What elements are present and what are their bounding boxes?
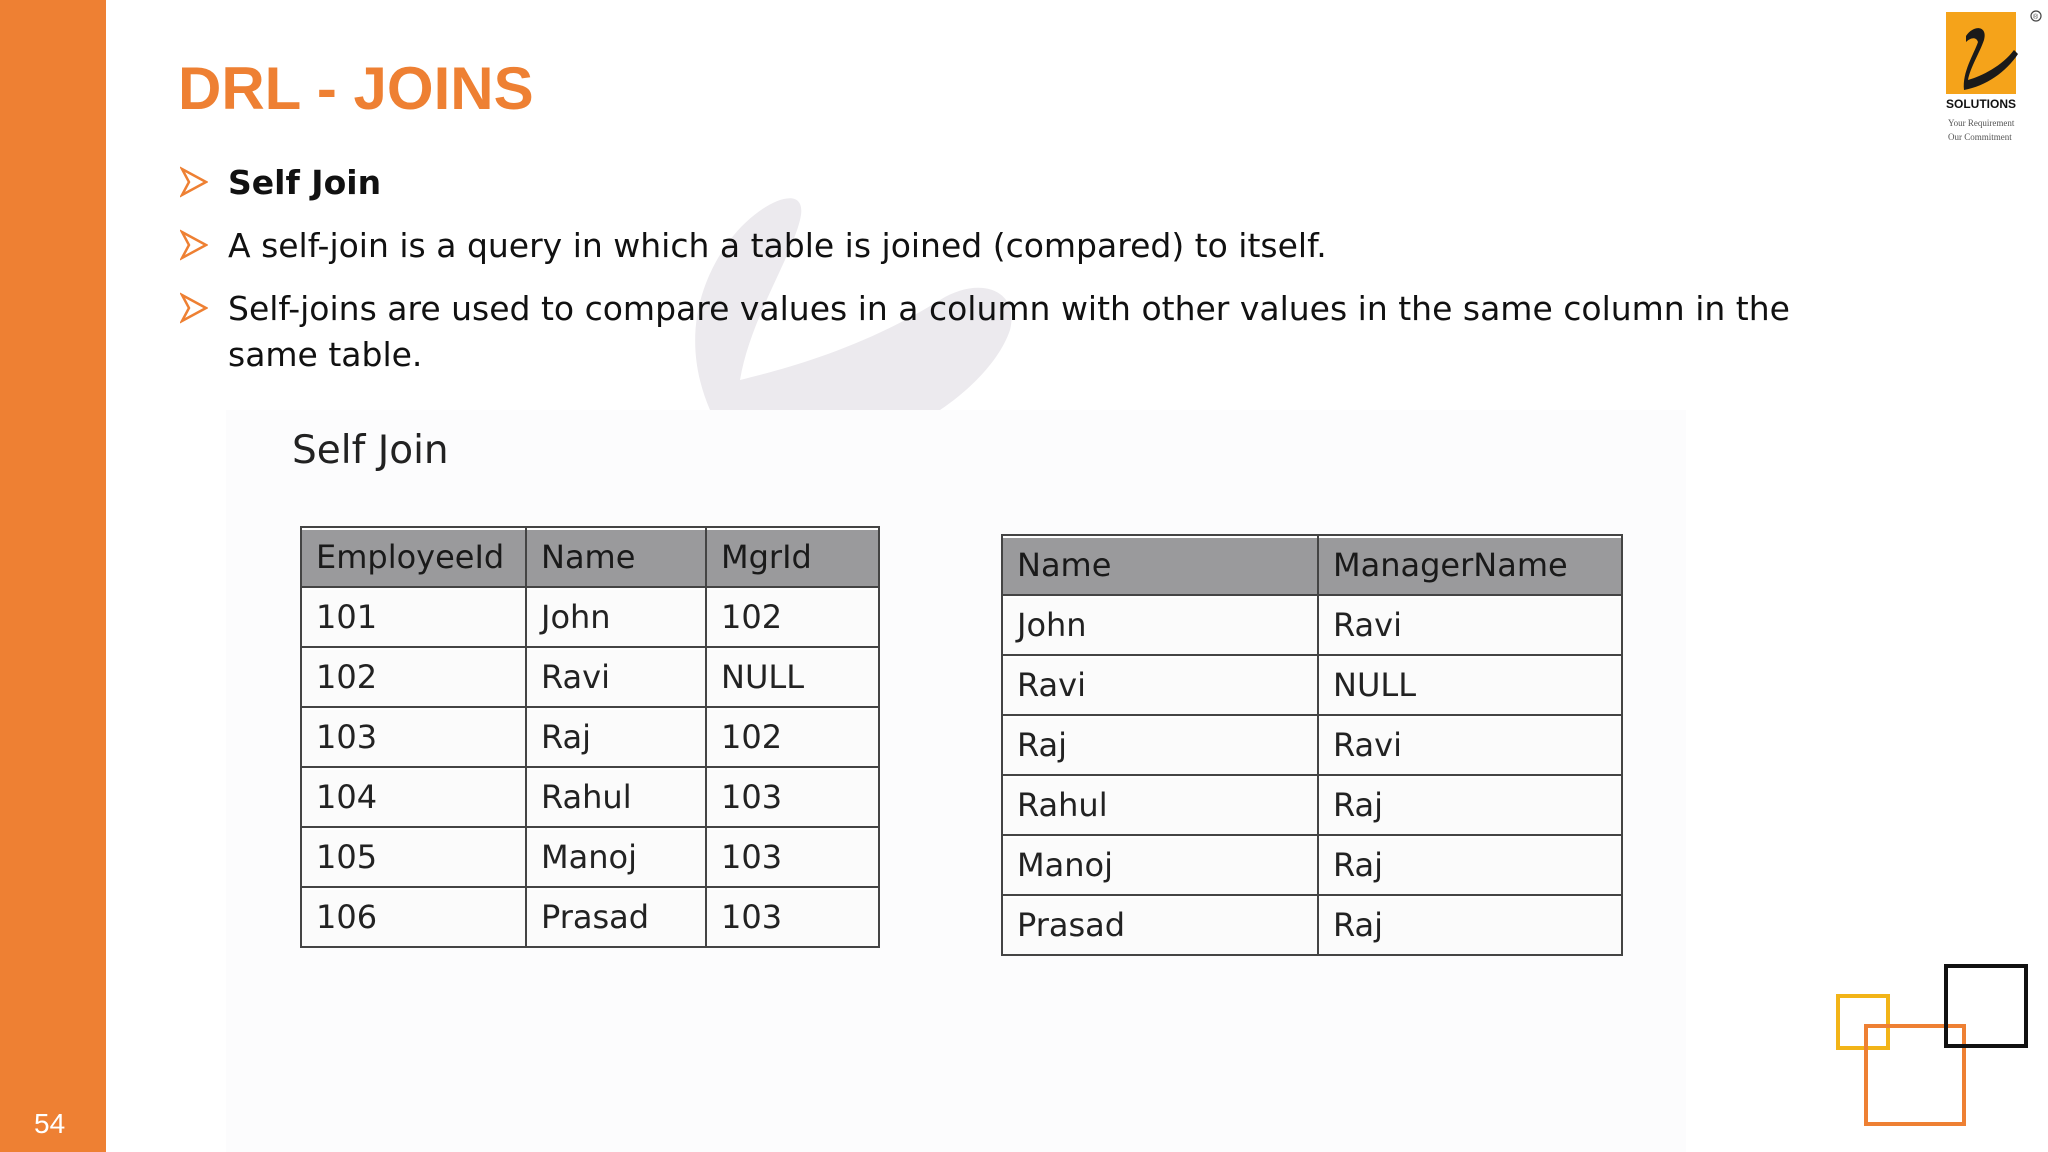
result-table — [1001, 534, 1623, 956]
table-cell: 103 — [706, 887, 879, 947]
employee-table — [300, 526, 880, 948]
table-cell: 104 — [301, 767, 526, 827]
table-cell: 102 — [706, 587, 879, 647]
table-row — [1002, 895, 1622, 955]
table-cell: Prasad — [1002, 895, 1318, 955]
column-header: ManagerName — [1318, 535, 1622, 595]
table-cell: 105 — [301, 827, 526, 887]
column-header: MgrId — [706, 527, 879, 587]
company-logo — [1944, 6, 2044, 148]
slide-title: DRL - JOINS — [178, 55, 534, 122]
table-cell: Ravi — [526, 647, 706, 707]
table-cell: Raj — [526, 707, 706, 767]
arrow-bullet-icon — [180, 166, 208, 198]
bullet-item — [180, 286, 1820, 378]
table-cell: NULL — [1318, 655, 1622, 715]
table-cell: Rahul — [526, 767, 706, 827]
bullet-list — [180, 160, 1820, 395]
table-cell: 102 — [301, 647, 526, 707]
table-cell: Ravi — [1318, 595, 1622, 655]
bullet-text: Self-joins are used to compare values in a column with other values in the same column in the same table. — [228, 289, 1790, 374]
table-cell: Raj — [1318, 835, 1622, 895]
logo-brand: SOLUTIONS — [1946, 97, 2017, 111]
table-cell: 103 — [706, 827, 879, 887]
arrow-bullet-icon — [180, 292, 208, 324]
table-cell: John — [1002, 595, 1318, 655]
table-cell: 106 — [301, 887, 526, 947]
table-header-row — [301, 527, 879, 587]
table-cell: Rahul — [1002, 775, 1318, 835]
table-header-row — [1002, 535, 1622, 595]
table-row — [301, 767, 879, 827]
table-cell: Raj — [1318, 895, 1622, 955]
column-header: Name — [1002, 535, 1318, 595]
table-row — [1002, 835, 1622, 895]
corner-squares-decoration — [1836, 964, 2036, 1128]
table-cell: Manoj — [526, 827, 706, 887]
table-cell: Manoj — [1002, 835, 1318, 895]
table-cell: Raj — [1318, 775, 1622, 835]
table-row — [301, 647, 879, 707]
table-row — [301, 827, 879, 887]
table-cell: Ravi — [1318, 715, 1622, 775]
table-cell: NULL — [706, 647, 879, 707]
bullet-text: Self Join — [228, 163, 382, 202]
table-cell: 101 — [301, 587, 526, 647]
bullet-text: A self-join is a query in which a table is joined (compared) to itself. — [228, 226, 1327, 265]
column-header: EmployeeId — [301, 527, 526, 587]
column-header: Name — [526, 527, 706, 587]
table-cell: Raj — [1002, 715, 1318, 775]
registered-mark: ® — [2033, 14, 2039, 21]
table-row — [1002, 715, 1622, 775]
bullet-item — [180, 160, 1820, 206]
table-cell: 103 — [301, 707, 526, 767]
figure-title: Self Join — [292, 428, 449, 473]
table-row — [1002, 595, 1622, 655]
table-row — [1002, 775, 1622, 835]
table-row — [301, 707, 879, 767]
table-cell: Prasad — [526, 887, 706, 947]
table-row — [301, 887, 879, 947]
page-number: 54 — [34, 1108, 66, 1139]
orange-sidebar — [0, 0, 106, 1152]
table-row — [301, 587, 879, 647]
arrow-bullet-icon — [180, 229, 208, 261]
table-cell: 103 — [706, 767, 879, 827]
table-cell: John — [526, 587, 706, 647]
logo-tagline-2: Our Commitment — [1948, 132, 2012, 142]
table-row — [1002, 655, 1622, 715]
table-cell: Ravi — [1002, 655, 1318, 715]
bullet-item — [180, 223, 1820, 269]
table-cell: 102 — [706, 707, 879, 767]
logo-tagline-1: Your Requirement — [1948, 118, 2015, 128]
